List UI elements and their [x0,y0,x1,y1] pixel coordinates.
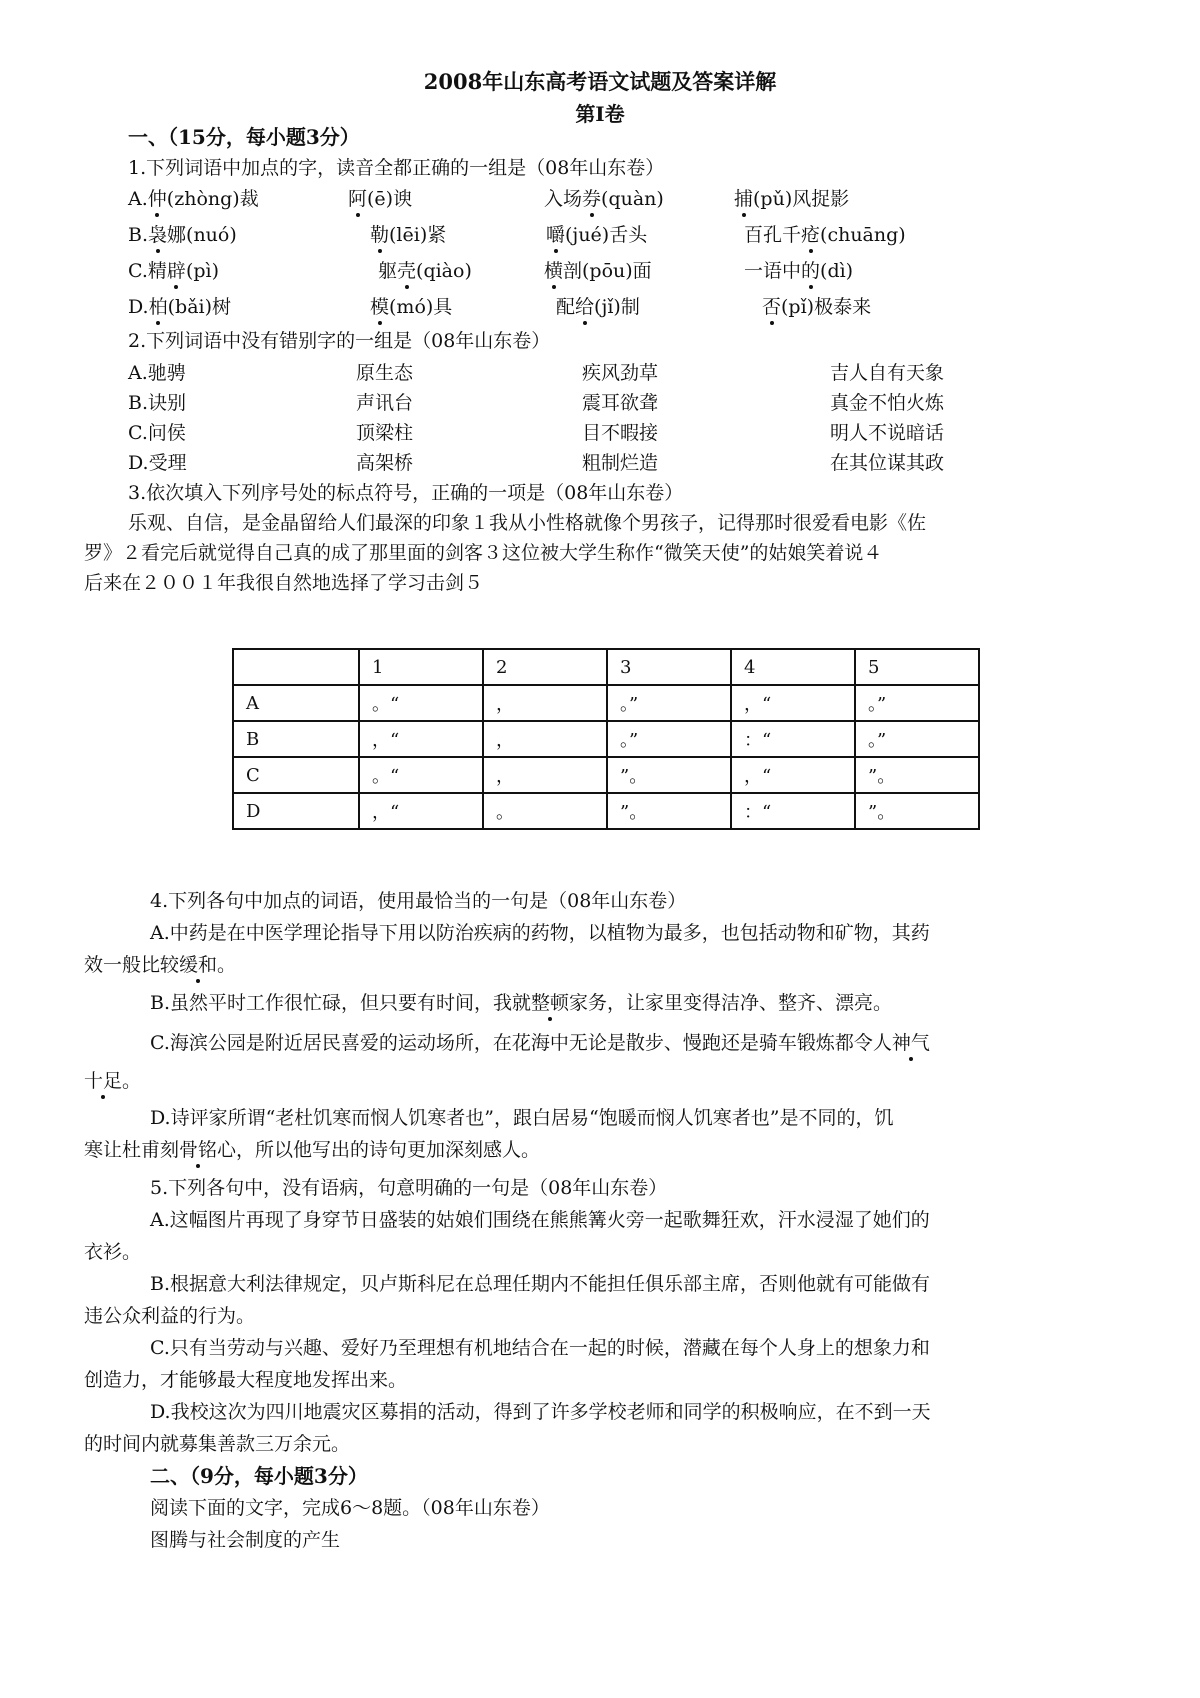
q1-option-c-2 [378,256,472,283]
table-cell: ，“ [359,721,483,757]
option-letter: B. [128,224,149,246]
table-cell: ：“ [731,793,855,829]
q1-option-c-4 [744,256,853,283]
option-text: (chuāng) [820,224,906,246]
table-cell: 。“ [359,685,483,721]
table-header-row [233,649,979,685]
dotted-char: 阿 [348,188,368,210]
q2-row-b-3: 震耳欲聋 [582,392,659,414]
option-text: (bǎi)树 [167,296,232,318]
dotted-char: 否 [762,296,782,318]
table-cell: A [233,685,359,721]
table-cell: 。” [607,685,731,721]
q4-option-d-line-1: D.诗评家所谓“老杜饥寒而悯人饥寒者也”，跟白居易“饱暖而悯人饥寒者也”是不同的，饥 [150,1107,894,1129]
table-cell: 。” [855,685,979,721]
option-text: B.虽然平时工作很忙碌，但只要有时间，我就 [150,992,532,1014]
table-row [233,757,979,793]
option-text: 效一般比较 [84,954,180,976]
option-text: (pì) [185,260,220,282]
option-text: 。 [122,1070,142,1092]
q2-row-a-3: 疾风劲草 [582,362,659,384]
dotted-word: 刻骨铭心 [160,1139,237,1161]
q1-option-b-2 [370,220,446,247]
q2-row-a-2: 原生态 [356,362,414,384]
table-cell: ，“ [731,757,855,793]
q2-row-a-4: 吉人自有天象 [830,362,945,384]
q3-passage-line-3: 后来在２００１年我很自然地选择了学习击剑５ [84,572,484,594]
section-2-heading: 二、（9分，每小题3分） [150,1464,368,1488]
table-cell: ， [483,757,607,793]
table-cell: 。” [607,721,731,757]
option-text: (pǔ)风捉影 [753,188,850,210]
q2-row-b-4: 真金不怕火炼 [830,392,945,414]
q1-option-b [128,220,237,247]
option-text: (qiào) [416,260,472,282]
dotted-char: 的 [801,260,821,282]
dotted-char: 捕 [734,188,754,210]
option-text: (zhòng)裁 [166,188,259,210]
table-cell: 4 [731,649,855,685]
q3-stem: 3.依次填入下列序号处的标点符号，正确的一项是（08年山东卷） [128,482,684,504]
q4-option-a-line-1: A.中药是在中医学理论指导下用以防治疾病的药物，以植物为最多，也包括动物和矿物，其药 [150,922,930,944]
option-text: (lēi)紧 [389,224,447,246]
dotted-char: 券 [582,188,602,210]
q5-line: 创造力，才能够最大程度地发挥出来。 [84,1369,408,1391]
dotted-word: 整顿 [531,992,570,1014]
q1-option-a-4 [734,184,849,211]
q5-line: B.根据意大利法律规定，贝卢斯科尼在总理任期内不能担任俱乐部主席，否则他就有可能做有 [150,1273,931,1295]
q1-option-d-4 [762,292,871,319]
table-cell: ：“ [731,721,855,757]
option-text: (dì) [820,260,854,282]
table-cell: ， [483,721,607,757]
table-cell: ”。 [855,757,979,793]
table-cell: C [233,757,359,793]
q2-stem: 2.下列词语中没有错别字的一组是（08年山东卷） [128,330,551,352]
q4-option-d-line-2 [84,1137,540,1163]
document-title: 2008年山东高考语文试题及答案详解 [423,69,777,94]
option-text: (mó)具 [389,296,453,318]
option-text: 娜(nuó) [167,224,237,246]
dotted-char: 柏 [148,296,168,318]
dotted-char: 模 [370,296,390,318]
q3-passage-line-1: 乐观、自信，是金晶留给人们最深的印象１我从小性格就像个男孩子，记得那时很爱看电影《佐 [128,512,927,534]
dotted-char: 嚼 [546,224,566,246]
table-row [233,793,979,829]
dotted-char: 疮 [801,224,821,246]
table-cell: ”。 [855,793,979,829]
option-text: (jué)舌头 [565,224,648,246]
q5-line: C.只有当劳动与兴趣、爱好乃至理想有机地结合在一起的时候，潜藏在每个人身上的想象力和 [150,1337,930,1359]
q5-line: 的时间内就募集善款三万余元。 [84,1433,351,1455]
reading-title: 图腾与社会制度的产生 [150,1529,341,1551]
option-letter: A. [128,188,148,210]
dotted-word: 神气 [891,1032,930,1054]
option-text: (quàn) [601,188,664,210]
table-cell: 。” [855,721,979,757]
q3-passage-line-2: 罗》２看完后就觉得自己真的成了那里面的剑客３这位被大学生称作“微笑天使”的姑娘笑着说４ [84,542,883,564]
q2-row-c-2: 顶梁柱 [356,422,414,444]
q1-option-a-2 [348,184,412,211]
table-cell: 1 [359,649,483,685]
q1-option-a-3 [544,184,664,211]
q1-option-a [128,184,259,211]
q1-option-d-2 [370,292,452,319]
q1-option-d [128,292,231,319]
table-cell: B [233,721,359,757]
option-letter: D. [128,296,149,318]
q4-option-c-line-1 [150,1030,930,1056]
reading-intro: 阅读下面的文字，完成6～8题。（08年山东卷） [150,1497,550,1519]
option-text: 躯 [378,260,398,282]
option-text: 剖(pōu)面 [563,260,652,282]
option-text: (ē)谀 [367,188,413,210]
q1-option-b-3 [546,220,647,247]
q2-row-b-2: 声讯台 [356,392,414,414]
table-cell: ”。 [607,793,731,829]
q2-row-d-4: 在其位谋其政 [830,452,945,474]
table-row [233,721,979,757]
table-cell: D [233,793,359,829]
table-cell: ，“ [731,685,855,721]
q2-row-c-4: 明人不说暗话 [830,422,945,444]
option-text: 家务，让家里变得洁净、整齐、漂亮。 [569,992,893,1014]
q5-line: 衣衫。 [84,1241,142,1263]
dotted-char: 勒 [370,224,390,246]
dotted-word: 十足 [84,1070,123,1092]
volume-heading: 第Ⅰ卷 [575,102,625,126]
option-text: 一语中 [744,260,802,282]
table-cell: ， [483,685,607,721]
dotted-char: 横 [544,260,564,282]
dotted-char: 仲 [147,188,167,210]
option-letter: C. [128,260,148,282]
q1-option-c-3 [544,256,652,283]
q2-row-c-3: 目不暇接 [582,422,659,444]
section-1-heading: 一、（15分，每小题3分） [128,125,360,149]
table-cell: 3 [607,649,731,685]
option-text: 配 [556,296,576,318]
option-text: (jǐ)制 [594,296,640,318]
dotted-word: 缓和 [179,954,218,976]
table-cell: ，“ [359,793,483,829]
q5-line: A.这幅图片再现了身穿节日盛装的姑娘们围绕在熊熊篝火旁一起歌舞狂欢，汗水浸湿了她们的 [150,1209,930,1231]
q1-stem: 1.下列词语中加点的字，读音全都正确的一组是（08年山东卷） [128,157,665,179]
punctuation-table [232,648,980,830]
table-cell: 2 [483,649,607,685]
option-text: C.海滨公园是附近居民喜爱的运动场所，在花海中无论是散步、慢跑还是骑车锻炼都令人 [150,1032,892,1054]
q5-line: 违公众利益的行为。 [84,1305,256,1327]
q2-row-c-1: C.问侯 [128,422,186,444]
q4-stem: 4.下列各句中加点的词语，使用最恰当的一句是（08年山东卷） [150,890,687,912]
option-text: 。 [217,954,237,976]
table-cell: 5 [855,649,979,685]
option-text: 入场 [544,188,583,210]
q1-option-b-4 [744,220,906,247]
q5-line: D.我校这次为四川地震灾区募捐的活动，得到了许多学校老师和同学的积极响应，在不到一天 [150,1401,931,1423]
q2-row-b-1: B.诀别 [128,392,187,414]
table-row [233,685,979,721]
q2-row-d-1: D.受理 [128,452,187,474]
option-text: 百孔千 [744,224,802,246]
q1-option-c [128,256,219,283]
dotted-char: 给 [575,296,595,318]
option-text: 寒让杜甫 [84,1139,161,1161]
option-text: (pǐ)极泰来 [781,296,872,318]
option-text: ，所以他写出的诗句更加深刻感人。 [236,1139,541,1161]
q2-row-d-2: 高架桥 [356,452,414,474]
dotted-char: 壳 [397,260,417,282]
q4-option-a-line-2 [84,952,236,978]
q2-row-a-1: A.驰骋 [128,362,186,384]
q4-option-b [150,990,892,1016]
option-text: 精 [147,260,167,282]
q5-stem: 5.下列各句中，没有语病，句意明确的一句是（08年山东卷） [150,1177,668,1199]
table-cell [233,649,359,685]
dotted-char: 辟 [166,260,186,282]
table-cell: ”。 [607,757,731,793]
table-cell: 。“ [359,757,483,793]
table-cell: 。 [483,793,607,829]
dotted-char: 袅 [148,224,168,246]
q4-option-c-line-2 [84,1068,141,1094]
q1-option-d-3 [556,292,640,319]
q2-row-d-3: 粗制烂造 [582,452,659,474]
